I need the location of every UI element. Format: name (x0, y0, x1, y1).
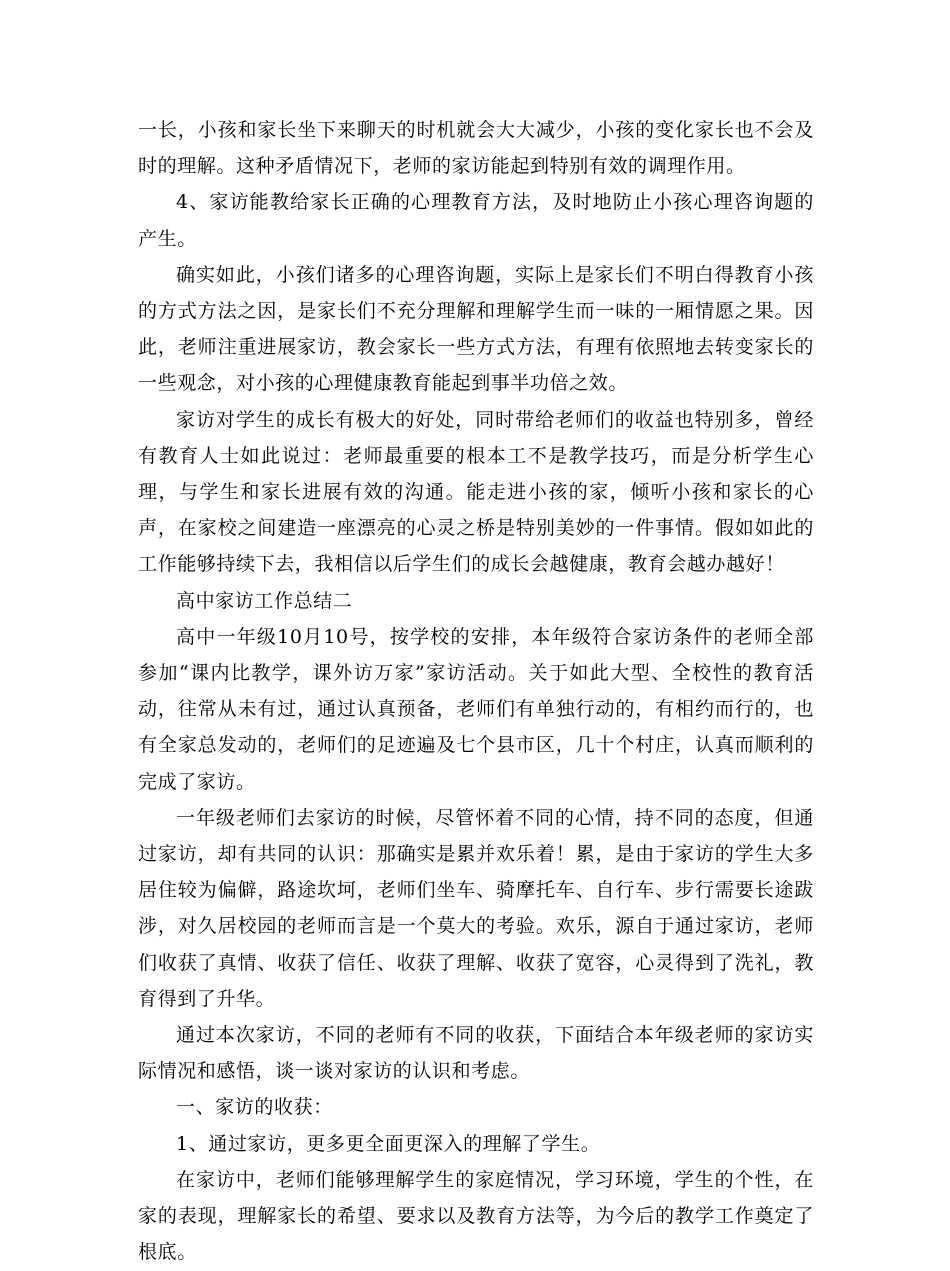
paragraph: 高中一年级10月10号，按学校的安排，本年级符合家访条件的老师全部参加“课内比教学，课外访万家”家访活动。关于如此大型、全校性的教育活动，往常从未有过，通过认真预备，老师们有单独行动的，有相约而行的，也有全家总发动的，老师们的足迹遍及七个县市区，几十个村庄，认真而顺利的完成了家访。 (138, 625, 814, 793)
paragraph: 一年级老师们去家访的时候，尽管怀着不同的心情，持不同的态度，但通过家访，却有共同的认识：那确实是累并欢乐着！累，是由于家访的学生大多居住较为偏僻，路途坎坷，老师们坐车、骑摩托车、自行车、步行需要长途跋涉，对久居校园的老师而言是一个莫大的考验。欢乐，源自于通过家访，老师们收获了真情、收获了信任、收获了理解、收获了宽容，心灵得到了洗礼，教育得到了升华。 (138, 806, 814, 1010)
paragraph: 4、家访能教给家长正确的心理教育方法，及时地防止小孩心理咨询题的产生。 (138, 191, 814, 250)
paragraph: 家访对学生的成长有极大的好处，同时带给老师们的收益也特别多，曾经有教育人士如此说过：老师最重要的根本工不是教学技巧，而是分析学生心理，与学生和家长进展有效的沟通。能走进小孩的家，倾听小孩和家长的心声，在家校之间建造一座漂亮的心灵之桥是特别美妙的一件事情。假如如此的工作能够持续下去，我相信以后学生们的成长会越健康，教育会越办越好！ (138, 408, 814, 576)
list-item: 1、通过家访，更多更全面更深入的理解了学生。 (176, 1132, 601, 1155)
paragraph: 确实如此，小孩们诸多的心理咨询题，实际上是家长们不明白得教育小孩的方式方法之因，是家长们不充分理解和理解学生而一味的一厢情愿之果。因此，老师注重进展家访，教会家长一些方式方法，有理有依照地去转变家长的一些观念，对小孩的心理健康教育能起到事半功倍之效。 (138, 263, 814, 395)
paragraph: 在家访中，老师们能够理解学生的家庭情况，学习环境，学生的个性，在家的表现，理解家长的希望、要求以及教育方法等，为今后的教学工作奠定了根底。 (138, 1168, 814, 1264)
paragraph: 通过本次家访，不同的老师有不同的收获，下面结合本年级老师的家访实际情况和感悟，谈一谈对家访的认识和考虑。 (138, 1024, 814, 1083)
document-body (138, 112, 814, 1271)
subsection-heading: 一、家访的收获： (176, 1096, 333, 1119)
paragraph-continued: 一长，小孩和家长坐下来聊天的时机就会大大减少，小孩的变化家长也不会及时的理解。这种矛盾情况下，老师的家访能起到特别有效的调理作用。 (138, 119, 814, 178)
section-heading: 高中家访工作总结二 (176, 589, 353, 612)
